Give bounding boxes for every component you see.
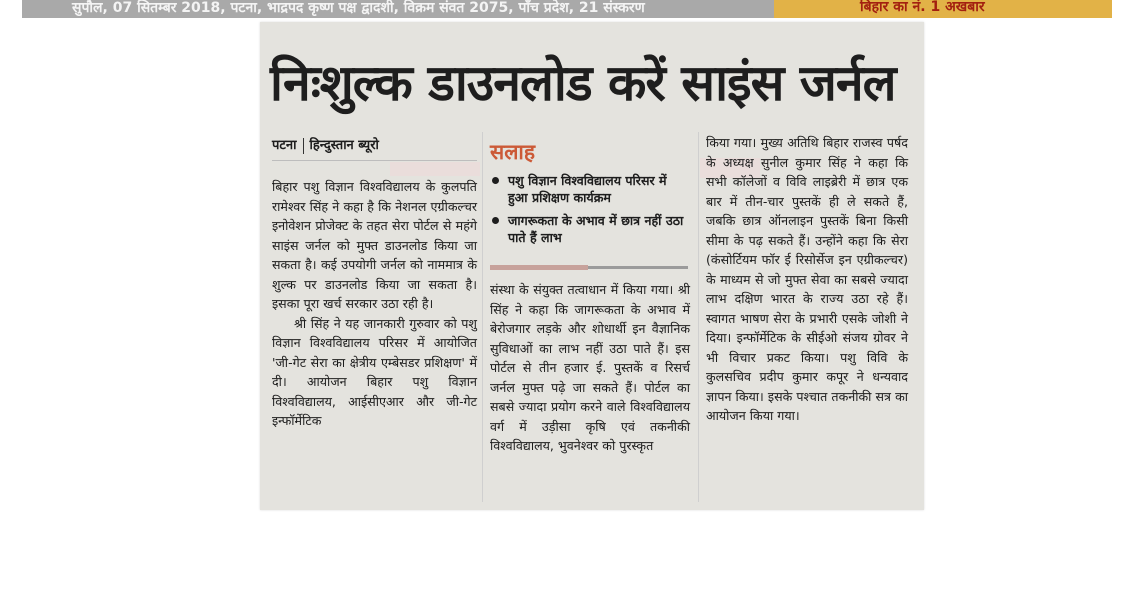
headline: निःशुल्क डाउनलोड करें साइंस जर्नल [270,54,896,112]
bullet-icon [492,217,499,224]
sidebar-item [490,212,690,246]
bullet-icon [492,177,499,184]
paragraph: श्री सिंह ने यह जानकारी गुरुवार को पशु विज्ञान विश्वविद्यालय परिसर में आयोजित 'जी-गेट सेरा का क्षेत्रीय एम्बेसडर प्रशिक्षण' में दी। आयोजन बिहार पशु विज्ञान विश्वविद्यालय, आईसीएआर और जी-गेट इन्फॉर्मेटिक [272,315,477,428]
newspaper-clipping [260,22,924,510]
sidebar-list [490,172,690,252]
masthead-strip [22,0,1112,18]
paragraph: संस्था के संयुक्त तत्वाधान में किया गया। श्री सिंह ने कहा कि जागरूकता के अभाव में बेरोजगार लड़के और शोधार्थी इन वैज्ञानिक सुविधाओं का लाभ नहीं उठा पाते हैं। इस पोर्टल से तीन हजार ई. पुस्तकें व रिसर्च जर्नल मुफ्त पढ़े जा सकते हैं। पोर्टल का सबसे ज्यादा प्रयोग करने वाले विश्वविद्यालय वर्ग में उड़ीसा कृषि एवं तकनीकी विश्वविद्यालय, भुवनेश्वर को पुरस्कृत [490,282,690,453]
article-column-3 [706,133,908,426]
column-divider [698,132,699,502]
byline [272,135,379,154]
masthead-badge: बिहार का नं. 1 अखबार [774,0,1112,18]
sidebar-rule-accent [490,265,588,270]
byline-rule [272,160,477,161]
paragraph: किया गया। मुख्य अतिथि बिहार राजस्व पर्षद के अध्यक्ष सुनील कुमार सिंह ने कहा कि सभी कॉलेजों व विवि लाइब्रेरी में छात्र एक बार में तीन-चार पुस्तकें ही ले सकते हैं, जबकि छात्र ऑनलाइन पुस्तकें बिना किसी सीमा के पढ़ सकते हैं। उन्होंने कहा कि सेरा (कंसोर्टियम फॉर ई रिसोर्सेज इन एग्रीकल्चर) के माध्यम से जो मुफ्त सेवा का सबसे ज्यादा लाभ दक्षिण भारत के राज्य उठा रहे हैं। स्वागत भाषण सेरा के प्रभारी एसके जोशी ने दिया। इन्फॉर्मेटिक के सीईओ संजय ग्रोवर ने भी विचार प्रकट किया। पशु विवि के कुलसचिव प्रदीप कुमार कपूर ने धन्यवाद ज्ञापन किया। इसके पश्चात तकनीकी सत्र का आयोजन किया गया। [706,135,908,423]
bleed-through-mark [390,162,480,176]
sidebar-rule [490,266,688,269]
article-column-2 [490,280,690,456]
sidebar-item-text: जागरूकता के अभाव में छात्र नहीं उठा पाते हैं लाभ [508,213,684,245]
article-column-1 [272,177,477,431]
sidebar-item-text: पशु विज्ञान विश्वविद्यालय परिसर में हुआ प्रशिक्षण कार्यक्रम [508,173,667,205]
sidebar-heading: सलाह [490,140,536,164]
byline-bureau: हिन्दुस्तान ब्यूरो [309,138,379,153]
column-divider [482,132,483,502]
byline-separator [303,138,304,154]
sidebar-item [490,172,690,206]
paragraph: बिहार पशु विज्ञान विश्वविद्यालय के कुलपति रामेश्वर सिंह ने कहा है कि नेशनल एग्रीकल्चर इनोवेशन प्रोजेक्ट के तहत सेरा पोर्टल से महंगे साइंस जर्नल को मुफ्त डाउनलोड किया जा सकता है। कई उपयोगी जर्नल को नाममात्र के शुल्क पर डाउनलोड किया जा सकता है। इसका पूरा खर्च सरकार उठा रही है। [272,179,477,311]
dateline: सुपौल, 07 सितम्बर 2018, पटना, भाद्रपद कृष्ण पक्ष द्वादशी, विक्रम संवत 2075, पाँच प्रदेश, 21 संस्करण [72,0,645,16]
byline-city: पटना [272,138,297,153]
